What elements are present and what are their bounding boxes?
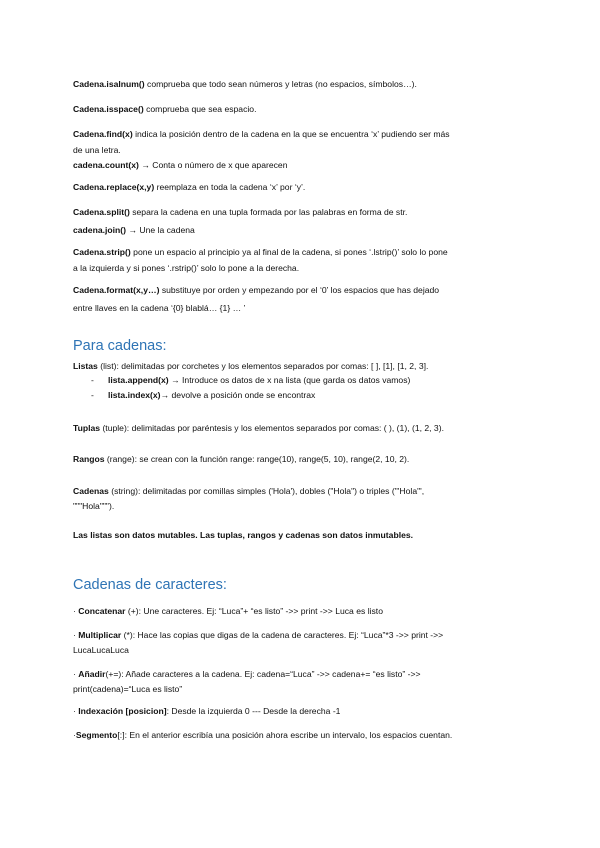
multiplicar-label: Multiplicar	[78, 630, 122, 640]
strip-line	[73, 247, 528, 258]
join-code: cadena.join()	[73, 225, 127, 235]
bullet-append	[91, 375, 410, 386]
count-text: Conta o número de x que aparecen	[152, 160, 288, 170]
bullet-dot: ·	[73, 606, 79, 616]
index-code: lista.index(x)	[108, 390, 161, 400]
rangos-label: Rangos	[73, 454, 105, 464]
segmento-text: [:]: En el anterior escribía una posición ahora escribe un intervalo, los espacios cuentan.	[117, 730, 453, 740]
multiplicar-line	[73, 630, 528, 641]
concatenar-label: Concatenar	[78, 606, 126, 616]
cadenas-line	[73, 486, 528, 497]
rangos-text: (range): se crean con la función range: range(10), range(5, 10), range(2, 10, 2).	[104, 454, 410, 464]
append-code: lista.append(x)	[108, 375, 169, 385]
cadenas-text: (string): delimitadas por comillas simples ('Hola'), dobles ("Hola") o triples ("'Hola"',	[108, 486, 425, 496]
arrow-icon: →	[128, 225, 137, 235]
bullet-dot: ·	[73, 706, 79, 716]
multiplicar-line-2: LucaLucaLuca	[73, 645, 129, 655]
strip-line-2: a la izquierda y si pones ‘.rstrip()’ solo lo pone a la derecha.	[73, 263, 300, 273]
join-text: Une la cadena	[139, 225, 195, 235]
isspace-line	[73, 104, 528, 115]
count-code: cadena.count(x)	[73, 160, 139, 170]
format-text: substituye por orden y empezando por el ‘0’ los espacios que has dejado	[161, 285, 440, 295]
dash-icon: -	[91, 390, 94, 400]
rangos-line	[73, 454, 528, 465]
format-line-2: entre llaves en la cadena ‘{0} blablá… {1} … ’	[73, 303, 246, 313]
anadir-line-2: print(cadena)=“Luca es listo”	[73, 684, 183, 694]
section-heading-para-cadenas: Para cadenas:	[73, 338, 167, 354]
concatenar-text: (+): Une caracteres. Ej: “Luca”+ “es listo” ->> print ->> Luca es listo	[125, 606, 383, 616]
bullet-index	[91, 390, 315, 401]
join-line	[73, 225, 528, 236]
count-line	[73, 160, 528, 171]
isalnum-line	[73, 79, 528, 90]
strip-text: pone un espacio al principio ya al final de la cadena, si pones ‘.lstrip()’ solo lo pone	[133, 247, 448, 257]
tuplas-line	[73, 423, 528, 434]
listas-line	[73, 361, 528, 372]
indexacion-line	[73, 706, 528, 717]
index-text: → devolve a posición onde se encontrax	[160, 390, 316, 400]
cadenas-label: Cadenas	[73, 486, 109, 496]
section-heading-cadenas-de-caracteres: Cadenas de caracteres:	[73, 577, 227, 593]
find-code: Cadena.find(x)	[73, 129, 133, 139]
append-text: → Introduce os datos de x na lista (que garda os datos vamos)	[168, 375, 411, 385]
anadir-label: Añadir	[78, 669, 106, 679]
anadir-text: (+=): Añade caracteres a la cadena. Ej: cadena=“Luca” ->> cadena+= “es listo” ->>	[105, 669, 421, 679]
indexacion-text: : Desde la izquierda 0 --- Desde la derecha -1	[166, 706, 341, 716]
indexacion-label: Indexación [posicion]	[78, 706, 167, 716]
listas-text: (list): delimitadas por corchetes y los elementos separados por comas: [ ], [1], [1, 2, 3].	[97, 361, 429, 371]
dash-icon: -	[91, 375, 94, 385]
anadir-line	[73, 669, 528, 680]
split-code: Cadena.split()	[73, 207, 130, 217]
tuplas-label: Tuplas	[73, 423, 101, 433]
format-line	[73, 285, 528, 296]
find-line	[73, 129, 528, 140]
mutability-summary: Las listas son datos mutables. Las tuplas, rangos y cadenas son datos inmutables.	[73, 530, 414, 540]
bullet-dot: ·	[73, 630, 79, 640]
bullet-dot: ·	[73, 730, 76, 740]
isspace-code: Cadena.isspace()	[73, 104, 144, 114]
format-code: Cadena.format(x,y…)	[73, 285, 160, 295]
isalnum-text: comprueba que todo sean números y letras (no espacios, símbolos…).	[147, 79, 417, 89]
concatenar-line	[73, 606, 528, 617]
segmento-label: Segmento	[75, 730, 118, 740]
segmento-line	[73, 730, 528, 741]
tuplas-text: (tuple): delimitadas por paréntesis y los elementos separados por comas: ( ), (1), (1, 2, 3).	[100, 423, 444, 433]
listas-label: Listas	[73, 361, 98, 371]
arrow-icon: →	[141, 160, 150, 170]
replace-code: Cadena.replace(x,y)	[73, 182, 155, 192]
find-text: indica la posición dentro de la cadena en la que se encuentra ‘x’ pudiendo ser más	[135, 129, 450, 139]
cadenas-line-2: """Hola""").	[73, 501, 115, 511]
strip-code: Cadena.strip()	[73, 247, 131, 257]
isalnum-code: Cadena.isalnum()	[73, 79, 145, 89]
split-line	[73, 207, 528, 218]
bullet-dot: ·	[73, 669, 79, 679]
find-line-2: de una letra.	[73, 145, 121, 155]
replace-text: reemplaza en toda la cadena ‘x’ por ‘y’.	[156, 182, 306, 192]
multiplicar-text: (*): Hace las copias que digas de la cadena de caracteres. Ej: “Luca”*3 ->> print ->>	[121, 630, 444, 640]
isspace-text: comprueba que sea espacio.	[146, 104, 257, 114]
split-text: separa la cadena en una tupla formada por las palabras en forma de str.	[132, 207, 408, 217]
replace-line	[73, 182, 528, 193]
